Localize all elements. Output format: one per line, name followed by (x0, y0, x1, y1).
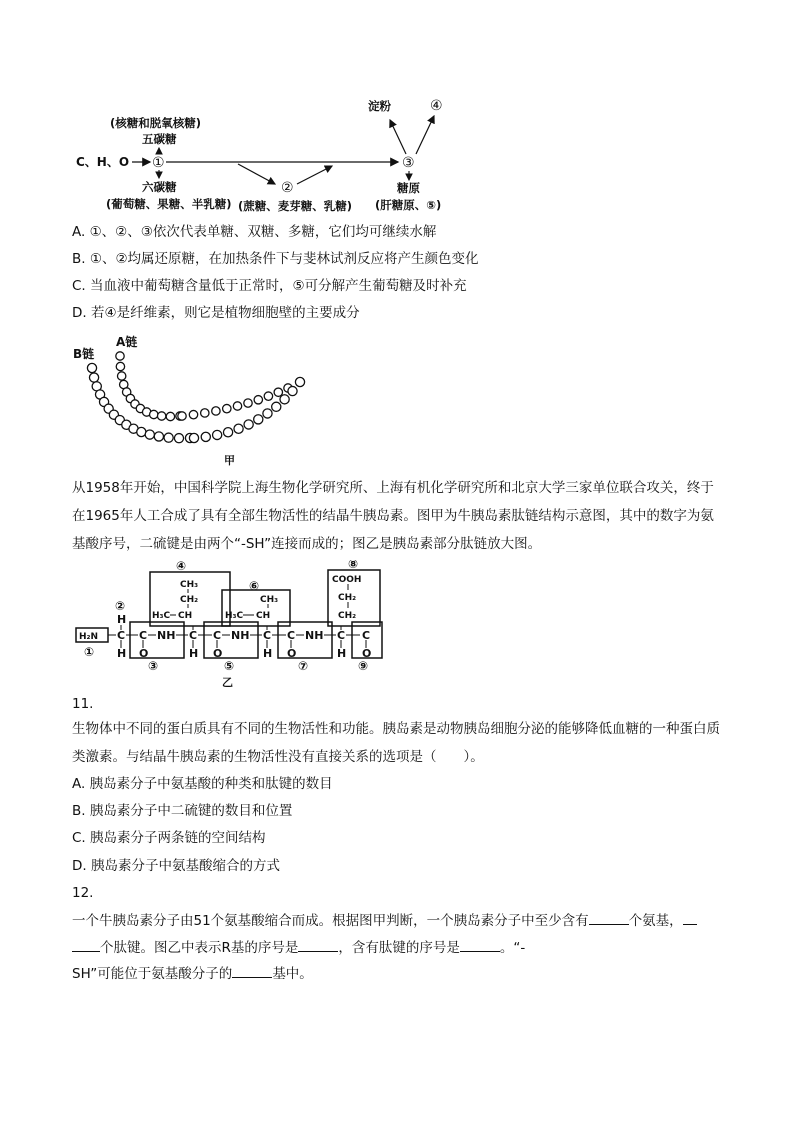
q12-line3: SH”可能位于氨基酸分子的 基中。 (72, 963, 313, 984)
node-4: ④ (430, 98, 443, 114)
q11-option-a: A. 胰岛素分子中氨基酸的种类和肽键的数目 (72, 776, 333, 792)
svg-text:H: H (189, 647, 199, 660)
answer-blank-5[interactable] (232, 963, 272, 978)
svg-text:COOH: COOH (332, 575, 362, 585)
svg-text:CH: CH (178, 611, 193, 621)
svg-text:NH: NH (157, 629, 176, 642)
label-9: ⑨ (358, 659, 369, 673)
svg-text:C: C (337, 629, 346, 642)
amino-acid-bead (201, 409, 209, 417)
node-1: ① (152, 155, 165, 171)
amino-acid-bead (154, 432, 163, 441)
amino-acid-bead (189, 410, 197, 418)
sugar-diagram (70, 92, 490, 218)
amino-acid-bead (244, 420, 253, 429)
q10-option-b: B. ①、②均属还原糖，在加热条件下与斐林试剂反应将产生颜色变化 (72, 251, 479, 267)
amino-acid-bead (189, 433, 198, 442)
svg-text:CH₃: CH₃ (180, 580, 199, 590)
amino-acid-bead (223, 428, 232, 437)
hexose-label: 六碳糖 (142, 180, 177, 194)
svg-text:C: C (287, 629, 296, 642)
amino-acid-bead (117, 372, 125, 380)
amino-acid-bead (288, 386, 297, 395)
amino-acid-bead (157, 412, 165, 420)
answer-blank-2b[interactable] (72, 937, 100, 952)
svg-text:CH₂: CH₂ (338, 611, 357, 621)
svg-text:CH₃: CH₃ (260, 595, 279, 605)
label-6: ⑥ (249, 579, 260, 593)
pentose-examples: (核糖和脱氧核糖) (110, 116, 202, 130)
label-5: ⑤ (224, 659, 235, 673)
q11-stem: 生物体中不同的蛋白质具有不同的生物活性和功能。胰岛素是动物胰岛细胞分泌的能够降低血糖的一种蛋白质类激素。与结晶牛胰岛素的生物活性没有直接关系的选项是（ ）。 (72, 721, 720, 765)
q11-option-b: B. 胰岛素分子中二硫键的数目和位置 (72, 803, 293, 819)
svg-text:C: C (263, 629, 272, 642)
q11-number: 11. (72, 696, 94, 712)
insulin-chain-figure (70, 330, 315, 470)
svg-text:C: C (117, 629, 126, 642)
glycogen-label: 糖原 (397, 181, 420, 195)
disaccharide-examples: (蔗糖、麦芽糖、乳糖) (238, 199, 353, 213)
q12-line1: 一个牛胰岛素分子由51个氨基酸缩合而成。根据图甲判断，一个胰岛素分子中至少含有 个氨基， (72, 910, 697, 931)
amino-acid-bead (164, 433, 173, 442)
amino-acid-bead (223, 404, 231, 412)
amino-acid-bead (272, 402, 281, 411)
q11-option-d: D. 胰岛素分子中氨基酸缩合的方式 (72, 858, 280, 874)
amino-acid-bead (295, 377, 304, 386)
amino-acid-bead (116, 362, 124, 370)
answer-blank-3[interactable] (298, 937, 338, 952)
amino-acid-bead (89, 373, 98, 382)
amino-acid-bead (116, 352, 124, 360)
starch-label: 淀粉 (368, 99, 391, 113)
answer-blank-4[interactable] (460, 937, 500, 952)
svg-text:H₃C: H₃C (152, 611, 171, 621)
glycogen-examples: (肝糖原、⑤) (375, 198, 442, 212)
q10-option-d: D. 若④是纤维素，则它是植物细胞壁的主要成分 (72, 305, 360, 321)
svg-text:H₃C: H₃C (225, 611, 244, 621)
q10-option-c: C. 当血液中葡萄糖含量低于正常时，⑤可分解产生葡萄糖及时补充 (72, 278, 467, 294)
svg-text:H: H (337, 647, 347, 660)
amino-acid-bead (178, 412, 186, 420)
svg-text:C: C (362, 629, 371, 642)
b-chain-label: B链 (73, 347, 95, 361)
label-8: ⑧ (348, 560, 359, 571)
label-7: ⑦ (298, 659, 309, 673)
svg-text:H: H (263, 647, 273, 660)
amino-acid-bead (274, 388, 282, 396)
q12-number: 12. (72, 885, 94, 901)
answer-blank-1[interactable] (589, 910, 629, 925)
amino-acid-bead (212, 407, 220, 415)
amino-acid-bead (254, 396, 262, 404)
h2n-group: H₂N (79, 632, 99, 642)
svg-text:H: H (117, 613, 127, 626)
label-1: ① (84, 645, 95, 659)
svg-text:H: H (117, 647, 127, 660)
svg-text:O: O (213, 647, 223, 660)
hexose-examples: (葡萄糖、果糖、半乳糖) (106, 197, 232, 211)
answer-blank-2a[interactable] (683, 910, 697, 925)
diagram-start: C、H、O (76, 155, 130, 169)
amino-acid-bead (150, 410, 158, 418)
amino-acid-bead (213, 430, 222, 439)
pentose-label: 五碳糖 (142, 132, 177, 146)
q12-line2: 个肽键。图乙中表示R基的序号是 ，含有肽键的序号是 。“- (72, 937, 525, 958)
amino-acid-bead (263, 409, 272, 418)
amino-acid-bead (264, 392, 272, 400)
svg-text:C: C (139, 629, 148, 642)
amino-acid-bead (174, 434, 183, 443)
svg-text:NH: NH (231, 629, 250, 642)
amino-acid-bead (280, 395, 289, 404)
amino-acid-bead (254, 415, 263, 424)
q10-option-a: A. ①、②、③依次代表单糖、双糖、多糖，它们均可继续水解 (72, 224, 437, 240)
svg-text:C: C (213, 629, 222, 642)
svg-text:O: O (139, 647, 149, 660)
svg-text:CH₂: CH₂ (180, 595, 199, 605)
node-2: ② (281, 180, 294, 196)
amino-acid-bead (166, 412, 174, 420)
label-4: ④ (176, 560, 187, 573)
peptide-figure (72, 560, 392, 690)
amino-acid-bead (201, 432, 210, 441)
q11-option-c: C. 胰岛素分子两条链的空间结构 (72, 830, 266, 846)
figure-jia-caption: 甲 (224, 454, 235, 467)
svg-text:O: O (362, 647, 372, 660)
node-3: ③ (402, 155, 415, 171)
amino-acid-bead (233, 402, 241, 410)
label-3: ③ (148, 659, 159, 673)
svg-text:O: O (287, 647, 297, 660)
label-2: ② (115, 599, 126, 613)
svg-text:CH: CH (256, 611, 271, 621)
amino-acid-bead (244, 399, 252, 407)
amino-acid-bead (145, 430, 154, 439)
svg-text:NH: NH (305, 629, 324, 642)
amino-acid-bead (137, 427, 146, 436)
amino-acid-bead (234, 424, 243, 433)
a-chain-label: A链 (116, 335, 138, 349)
svg-text:CH₂: CH₂ (338, 593, 357, 603)
amino-acid-bead (87, 363, 96, 372)
figure-yi-caption: 乙 (222, 676, 233, 689)
svg-text:C: C (189, 629, 198, 642)
intro-paragraph: 从1958年开始，中国科学院上海生物化学研究所、上海有机化学研究所和北京大学三家单位联合攻关，终于在1965年人工合成了具有全部生物活性的结晶牛胰岛素。图甲为牛胰岛素肽链结构示意图，其中的数字为氨基酸序号，二硫键是由两个“-SH”连接而成的；图乙是胰岛素部分肽链放大图。 (72, 480, 714, 552)
